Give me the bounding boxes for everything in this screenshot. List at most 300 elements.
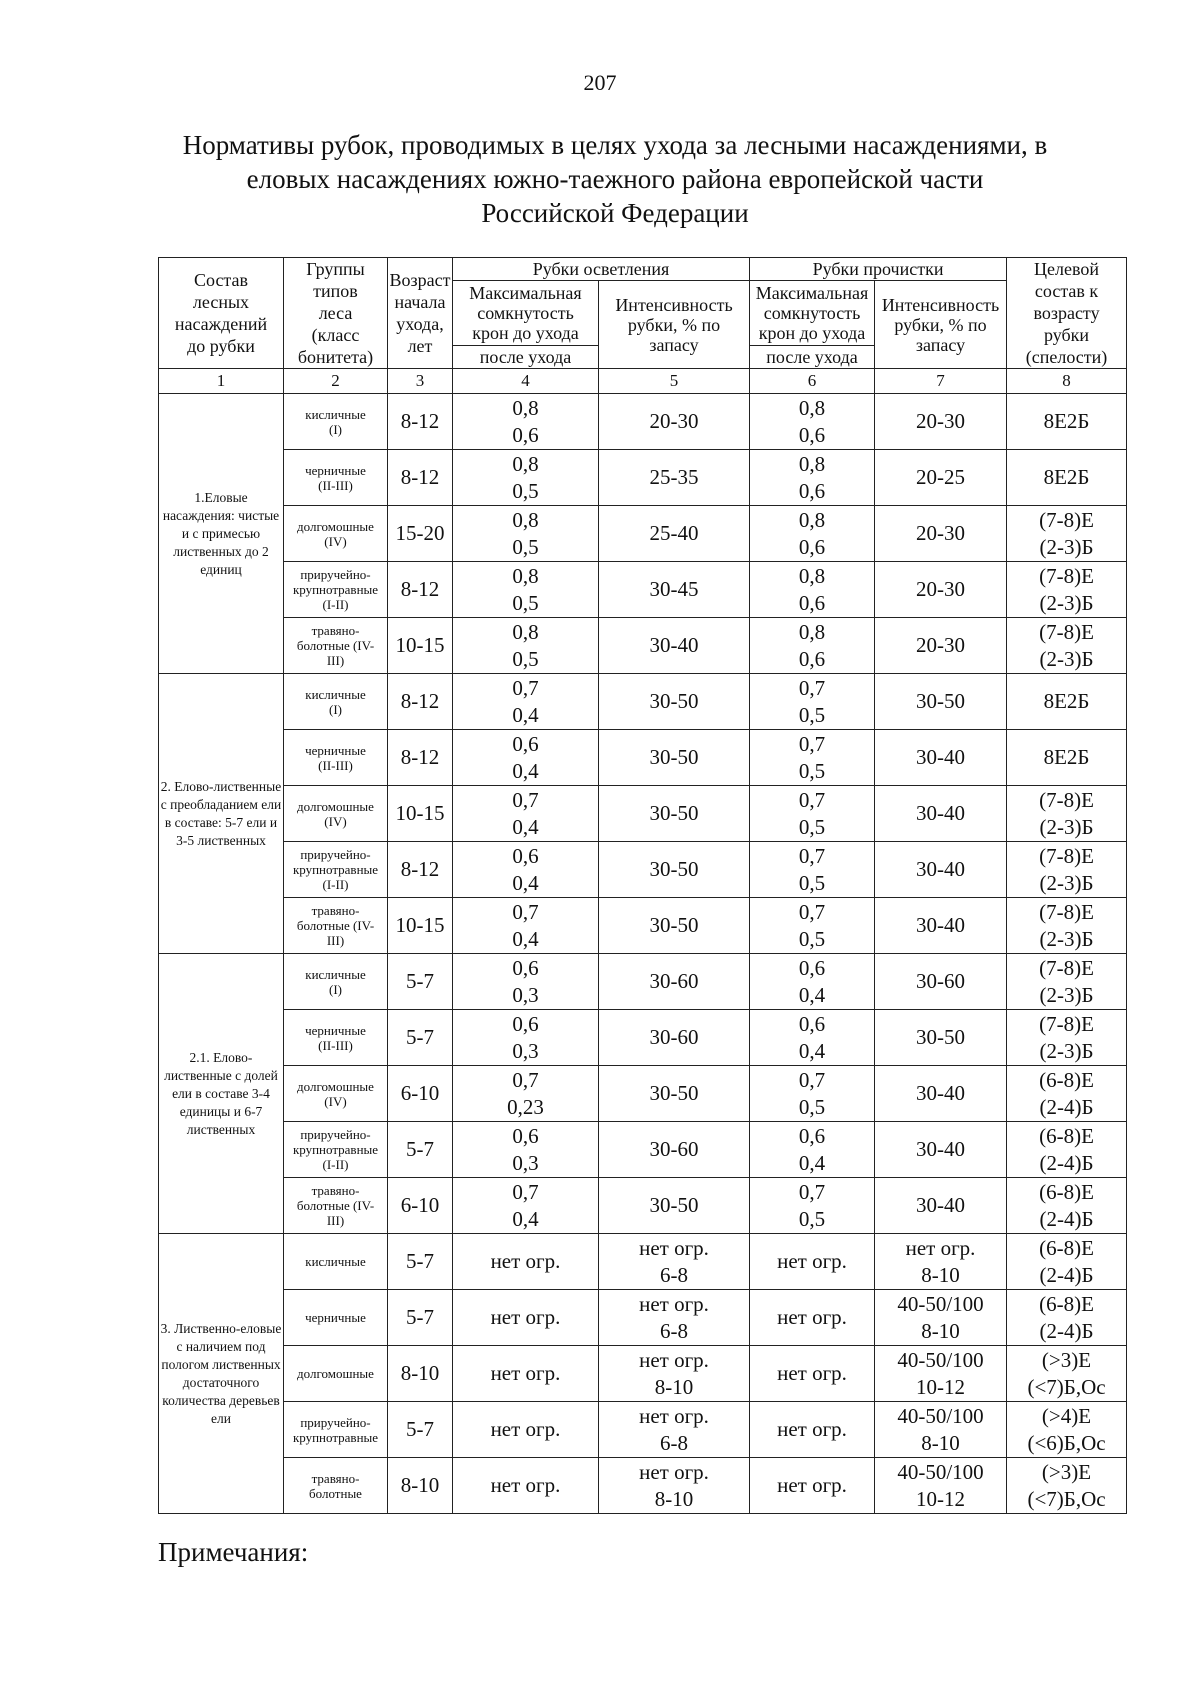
cell-line: 20-30 bbox=[916, 521, 966, 545]
cell-line: 6-8 bbox=[660, 1430, 688, 1455]
cell-line: (I-II) bbox=[322, 1157, 349, 1172]
cell-line: нет огр. bbox=[490, 1417, 561, 1441]
cell-line: 0,5 bbox=[798, 702, 826, 727]
cell-line: 10-12 bbox=[916, 1486, 966, 1511]
cell-line: (>3)Е bbox=[1041, 1459, 1092, 1484]
cell-line: 40-50/100 bbox=[897, 1291, 984, 1316]
value-cell-c6 bbox=[750, 1178, 875, 1234]
cell-line: 0,4 bbox=[512, 1206, 539, 1231]
title-line: еловых насаждениях южно-таежного района европейской части bbox=[246, 164, 984, 194]
header-after-care-cleaning: после ухода bbox=[750, 346, 875, 369]
cell-line: 0,7 bbox=[512, 675, 539, 700]
header-max-density: Максимальная сомкнутость крон до ухода bbox=[453, 281, 599, 346]
value-cell-c8 bbox=[1007, 394, 1127, 450]
table-row bbox=[159, 450, 1127, 506]
table-row bbox=[159, 618, 1127, 674]
forest-type-cell bbox=[284, 562, 388, 618]
cell-line: травяно- bbox=[311, 623, 360, 638]
cell-line: 0,6 bbox=[512, 731, 539, 756]
cell-line: 0,3 bbox=[512, 1038, 539, 1063]
age-cell: 8-12 bbox=[388, 674, 453, 730]
column-number: 6 bbox=[750, 369, 875, 394]
value-cell-c7 bbox=[875, 506, 1007, 562]
cell-line: (7-8)Е bbox=[1039, 899, 1094, 924]
cell-line: III) bbox=[326, 933, 345, 948]
age-cell: 5-7 bbox=[388, 954, 453, 1010]
cell-line: 0,7 bbox=[798, 675, 826, 700]
cell-line: (7-8)Е bbox=[1039, 787, 1094, 812]
value-cell-c6 bbox=[750, 1234, 875, 1290]
cell-line: 0,5 bbox=[798, 1206, 826, 1231]
cell-line: (II-III) bbox=[318, 757, 353, 773]
cell-line: крупнотравные bbox=[292, 862, 379, 877]
age-cell: 15-20 bbox=[388, 506, 453, 562]
table-row bbox=[159, 394, 1127, 450]
cell-line: 20-30 bbox=[916, 633, 966, 657]
value-cell-c6 bbox=[750, 1346, 875, 1402]
cell-line: 0,6 bbox=[798, 478, 826, 503]
table-row bbox=[159, 1178, 1127, 1234]
group-label: 2.1. Елово-лиственные с долей ели в составе 3-4 единицы и 6-7 лиственных bbox=[159, 954, 284, 1234]
age-cell: 5-7 bbox=[388, 1122, 453, 1178]
value-cell-c6 bbox=[750, 674, 875, 730]
value-cell-c5 bbox=[599, 674, 750, 730]
table-row bbox=[159, 842, 1127, 898]
cell-line: крупнотравные bbox=[292, 582, 379, 597]
cell-line: 0,3 bbox=[512, 1150, 539, 1175]
page-number: 207 bbox=[583, 70, 617, 95]
value-cell-c6 bbox=[750, 1010, 875, 1066]
title-line: Нормативы рубок, проводимых в целях ухода за лесными насаждениями, в bbox=[182, 130, 1048, 160]
cell-line: 30-50 bbox=[649, 1193, 699, 1217]
value-cell-c6 bbox=[750, 898, 875, 954]
cell-line: (>4)Е bbox=[1041, 1403, 1092, 1428]
age-cell: 5-7 bbox=[388, 1290, 453, 1346]
value-cell-c4 bbox=[453, 898, 599, 954]
table-row bbox=[159, 1122, 1127, 1178]
value-cell-c4 bbox=[453, 730, 599, 786]
cell-line: 20-30 bbox=[916, 409, 966, 433]
value-cell-c7 bbox=[875, 618, 1007, 674]
value-cell-c8 bbox=[1007, 954, 1127, 1010]
table-row bbox=[159, 1234, 1127, 1290]
cell-line: нет огр. bbox=[639, 1291, 709, 1316]
document-title bbox=[150, 128, 1080, 230]
cell-line: крупнотравные bbox=[292, 1142, 379, 1157]
cell-line: 0,4 bbox=[798, 1150, 826, 1175]
column-number: 7 bbox=[875, 369, 1007, 394]
value-cell-c5 bbox=[599, 1458, 750, 1514]
age-cell: 6-10 bbox=[388, 1178, 453, 1234]
value-cell-c6 bbox=[750, 394, 875, 450]
value-cell-c8 bbox=[1007, 1402, 1127, 1458]
group-label: 1.Еловые насаждения: чистые и с примесью лиственных до 2 единиц bbox=[159, 394, 284, 674]
value-cell-c7 bbox=[875, 1402, 1007, 1458]
cell-line: травяно- bbox=[311, 1470, 360, 1486]
cell-line: 0,7 bbox=[798, 843, 826, 868]
age-cell: 5-7 bbox=[388, 1010, 453, 1066]
norms-table bbox=[158, 257, 1127, 1514]
cell-line: III) bbox=[326, 1213, 345, 1228]
group-label: 3. Лиственно-еловые с наличием под пологом лиственных достаточного количества деревьев ели bbox=[159, 1234, 284, 1514]
cell-line: 30-40 bbox=[916, 857, 966, 881]
cell-line: (II-III) bbox=[318, 477, 353, 493]
value-cell-c8 bbox=[1007, 730, 1127, 786]
cell-line: 0,8 bbox=[798, 563, 826, 588]
cell-line: (I) bbox=[329, 421, 342, 437]
value-cell-c4 bbox=[453, 786, 599, 842]
cell-line: 30-50 bbox=[649, 745, 699, 769]
header-forest-types: Группы типов леса (класс бонитета) bbox=[284, 258, 388, 369]
header-target: Целевой состав к возрасту рубки (спелости) bbox=[1007, 258, 1127, 369]
header-cleaning: Рубки прочистки bbox=[750, 258, 1007, 281]
cell-line: 0,6 bbox=[798, 955, 826, 980]
cell-line: нет огр. bbox=[490, 1473, 561, 1497]
cell-line: (7-8)Е bbox=[1039, 619, 1094, 644]
cell-line: 6-8 bbox=[660, 1262, 688, 1287]
cell-line: (I-II) bbox=[322, 877, 349, 892]
forest-type-cell bbox=[284, 1346, 388, 1402]
cell-line: 0,4 bbox=[798, 982, 826, 1007]
forest-type-cell bbox=[284, 954, 388, 1010]
column-number: 2 bbox=[284, 369, 388, 394]
cell-line: (IV) bbox=[324, 813, 347, 829]
cell-line: долгомошные bbox=[297, 798, 374, 814]
value-cell-c6 bbox=[750, 1122, 875, 1178]
cell-line: нет огр. bbox=[777, 1473, 847, 1497]
cell-line: нет огр. bbox=[490, 1249, 561, 1273]
value-cell-c5 bbox=[599, 954, 750, 1010]
value-cell-c4 bbox=[453, 674, 599, 730]
forest-type-cell bbox=[284, 1290, 388, 1346]
cell-line: приручейно- bbox=[300, 847, 371, 862]
value-cell-c8 bbox=[1007, 1234, 1127, 1290]
cell-line: (2-4)Б bbox=[1039, 1150, 1094, 1175]
table-row bbox=[159, 898, 1127, 954]
value-cell-c4 bbox=[453, 1346, 599, 1402]
cell-line: 8Е2Б bbox=[1043, 409, 1090, 433]
cell-line: (2-3)Б bbox=[1039, 534, 1094, 559]
cell-line: кисличные bbox=[305, 406, 366, 422]
table-row bbox=[159, 1458, 1127, 1514]
cell-line: 0,5 bbox=[798, 926, 826, 951]
value-cell-c4 bbox=[453, 450, 599, 506]
value-cell-c4 bbox=[453, 562, 599, 618]
forest-type-cell bbox=[284, 730, 388, 786]
age-cell: 10-15 bbox=[388, 786, 453, 842]
value-cell-c8 bbox=[1007, 842, 1127, 898]
cell-line: 0,5 bbox=[512, 590, 539, 615]
cell-line: 40-50/100 bbox=[897, 1403, 984, 1428]
cell-line: (2-4)Б bbox=[1039, 1262, 1094, 1287]
value-cell-c6 bbox=[750, 506, 875, 562]
cell-line: 0,5 bbox=[798, 870, 826, 895]
cell-line: (II-III) bbox=[318, 1037, 353, 1053]
value-cell-c6 bbox=[750, 954, 875, 1010]
cell-line: нет огр. bbox=[490, 1305, 561, 1329]
value-cell-c6 bbox=[750, 842, 875, 898]
value-cell-c4 bbox=[453, 1234, 599, 1290]
value-cell-c8 bbox=[1007, 1010, 1127, 1066]
table-row bbox=[159, 1402, 1127, 1458]
group-label: 2. Елово-лиственные с преобладанием ели в составе: 5-7 ели и 3-5 лиственных bbox=[159, 674, 284, 954]
age-cell: 8-12 bbox=[388, 450, 453, 506]
cell-line: 0,8 bbox=[512, 507, 539, 532]
cell-line: 0,6 bbox=[798, 534, 826, 559]
value-cell-c4 bbox=[453, 1402, 599, 1458]
value-cell-c8 bbox=[1007, 562, 1127, 618]
cell-line: (<7)Б,Ос bbox=[1027, 1486, 1106, 1511]
cell-line: 0,6 bbox=[798, 646, 826, 671]
cell-line: (2-3)Б bbox=[1039, 590, 1094, 615]
forest-type-cell bbox=[284, 674, 388, 730]
value-cell-c5 bbox=[599, 842, 750, 898]
value-cell-c6 bbox=[750, 1402, 875, 1458]
age-cell: 6-10 bbox=[388, 1066, 453, 1122]
cell-line: 25-35 bbox=[649, 465, 699, 489]
cell-line: (2-3)Б bbox=[1039, 646, 1094, 671]
value-cell-c5 bbox=[599, 898, 750, 954]
cell-line: черничные bbox=[305, 462, 366, 478]
age-cell: 10-15 bbox=[388, 898, 453, 954]
cell-line: (<7)Б,Ос bbox=[1027, 1374, 1106, 1399]
cell-line: 0,8 bbox=[798, 395, 826, 420]
cell-line: 6-8 bbox=[660, 1318, 688, 1343]
value-cell-c4 bbox=[453, 954, 599, 1010]
cell-line: 0,8 bbox=[798, 451, 826, 476]
forest-type-cell bbox=[284, 1234, 388, 1290]
cell-line: 0,4 bbox=[512, 758, 539, 783]
value-cell-c8 bbox=[1007, 1290, 1127, 1346]
cell-line: 20-25 bbox=[916, 465, 966, 489]
cell-line: нет огр. bbox=[639, 1403, 709, 1428]
forest-type-cell bbox=[284, 898, 388, 954]
header-lightening: Рубки осветления bbox=[453, 258, 750, 281]
notes-label: Примечания: bbox=[158, 1537, 309, 1567]
cell-line: нет огр. bbox=[905, 1235, 976, 1260]
value-cell-c7 bbox=[875, 394, 1007, 450]
cell-line: нет огр. bbox=[777, 1361, 847, 1385]
value-cell-c7 bbox=[875, 562, 1007, 618]
value-cell-c5 bbox=[599, 730, 750, 786]
cell-line: 30-60 bbox=[649, 1025, 699, 1049]
cell-line: 30-50 bbox=[916, 689, 966, 713]
column-number: 4 bbox=[453, 369, 599, 394]
table-row bbox=[159, 1290, 1127, 1346]
value-cell-c8 bbox=[1007, 1346, 1127, 1402]
cell-line: (I) bbox=[329, 701, 342, 717]
value-cell-c4 bbox=[453, 1010, 599, 1066]
forest-type-cell bbox=[284, 618, 388, 674]
table-row bbox=[159, 562, 1127, 618]
cell-line: 0,8 bbox=[512, 395, 539, 420]
value-cell-c5 bbox=[599, 786, 750, 842]
value-cell-c8 bbox=[1007, 1066, 1127, 1122]
cell-line: приручейно- bbox=[300, 1414, 371, 1430]
age-cell: 5-7 bbox=[388, 1402, 453, 1458]
value-cell-c5 bbox=[599, 394, 750, 450]
cell-line: 30-40 bbox=[916, 1081, 966, 1105]
table-row bbox=[159, 786, 1127, 842]
cell-line: нет огр. bbox=[639, 1459, 709, 1484]
value-cell-c4 bbox=[453, 1066, 599, 1122]
cell-line: 10-12 bbox=[916, 1374, 966, 1399]
cell-line: 0,5 bbox=[798, 1094, 826, 1119]
value-cell-c5 bbox=[599, 1346, 750, 1402]
value-cell-c7 bbox=[875, 898, 1007, 954]
cell-line: 30-60 bbox=[649, 969, 699, 993]
cell-line: кисличные bbox=[305, 966, 366, 982]
value-cell-c5 bbox=[599, 618, 750, 674]
value-cell-c7 bbox=[875, 842, 1007, 898]
cell-line: (7-8)Е bbox=[1039, 563, 1094, 588]
cell-line: 0,5 bbox=[512, 646, 539, 671]
cell-line: 30-50 bbox=[649, 1081, 699, 1105]
cell-line: 0,7 bbox=[512, 1067, 539, 1092]
cell-line: 0,6 bbox=[512, 1123, 539, 1148]
cell-line: III) bbox=[326, 653, 345, 668]
value-cell-c5 bbox=[599, 506, 750, 562]
cell-line: 30-40 bbox=[916, 745, 966, 769]
cell-line: приручейно- bbox=[300, 567, 371, 582]
cell-line: (>3)Е bbox=[1041, 1347, 1092, 1372]
cell-line: нет огр. bbox=[777, 1305, 847, 1329]
header-intensity: Интенсивность рубки, % по запасу bbox=[599, 281, 750, 369]
value-cell-c4 bbox=[453, 618, 599, 674]
cell-line: 0,4 bbox=[512, 926, 539, 951]
value-cell-c7 bbox=[875, 1178, 1007, 1234]
cell-line: 0,7 bbox=[798, 899, 826, 924]
header-age: Возраст начала ухода, лет bbox=[388, 258, 453, 369]
value-cell-c8 bbox=[1007, 1458, 1127, 1514]
value-cell-c6 bbox=[750, 618, 875, 674]
value-cell-c7 bbox=[875, 1346, 1007, 1402]
cell-line: травяно- bbox=[311, 903, 360, 918]
value-cell-c8 bbox=[1007, 674, 1127, 730]
cell-line: 0,7 bbox=[798, 731, 826, 756]
cell-line: кисличные bbox=[305, 686, 366, 702]
value-cell-c8 bbox=[1007, 506, 1127, 562]
value-cell-c4 bbox=[453, 1122, 599, 1178]
cell-line: нет огр. bbox=[639, 1347, 709, 1372]
value-cell-c7 bbox=[875, 1234, 1007, 1290]
cell-line: 0,5 bbox=[512, 478, 539, 503]
cell-line: (2-4)Б bbox=[1039, 1318, 1094, 1343]
cell-line: черничные bbox=[305, 742, 366, 758]
cell-line: 30-40 bbox=[916, 801, 966, 825]
cell-line: нет огр. bbox=[777, 1417, 847, 1441]
cell-line: (2-3)Б bbox=[1039, 982, 1094, 1007]
value-cell-c7 bbox=[875, 1010, 1007, 1066]
value-cell-c7 bbox=[875, 1290, 1007, 1346]
cell-line: болотные (IV- bbox=[296, 918, 375, 933]
cell-line: (<6)Б,Ос bbox=[1027, 1430, 1106, 1455]
column-number: 3 bbox=[388, 369, 453, 394]
value-cell-c7 bbox=[875, 1122, 1007, 1178]
cell-line: нет огр. bbox=[777, 1249, 847, 1273]
value-cell-c5 bbox=[599, 1122, 750, 1178]
cell-line: 25-40 bbox=[649, 521, 699, 545]
forest-type-cell bbox=[284, 1122, 388, 1178]
cell-line: 0,7 bbox=[512, 899, 539, 924]
cell-line: черничные bbox=[305, 1310, 366, 1325]
cell-line: (7-8)Е bbox=[1039, 507, 1094, 532]
value-cell-c7 bbox=[875, 1066, 1007, 1122]
table-row bbox=[159, 954, 1127, 1010]
cell-line: (2-3)Б bbox=[1039, 814, 1094, 839]
header-after-care: после ухода bbox=[453, 346, 599, 369]
cell-line: 30-40 bbox=[916, 913, 966, 937]
cell-line: 0,5 bbox=[798, 758, 826, 783]
table-row bbox=[159, 674, 1127, 730]
value-cell-c6 bbox=[750, 786, 875, 842]
forest-type-cell bbox=[284, 1010, 388, 1066]
value-cell-c7 bbox=[875, 954, 1007, 1010]
cell-line: 8Е2Б bbox=[1043, 745, 1090, 769]
cell-line: 40-50/100 bbox=[897, 1347, 984, 1372]
cell-line: 8Е2Б bbox=[1043, 689, 1090, 713]
value-cell-c6 bbox=[750, 450, 875, 506]
cell-line: 0,6 bbox=[512, 843, 539, 868]
forest-type-cell bbox=[284, 450, 388, 506]
cell-line: (2-3)Б bbox=[1039, 926, 1094, 951]
value-cell-c8 bbox=[1007, 1178, 1127, 1234]
cell-line: (6-8)Е bbox=[1039, 1235, 1094, 1260]
value-cell-c6 bbox=[750, 1290, 875, 1346]
cell-line: 0,6 bbox=[512, 1011, 539, 1036]
cell-line: 0,6 bbox=[798, 422, 826, 447]
cell-line: (I-II) bbox=[322, 597, 349, 612]
cell-line: 30-60 bbox=[916, 969, 966, 993]
value-cell-c5 bbox=[599, 562, 750, 618]
value-cell-c4 bbox=[453, 1178, 599, 1234]
cell-line: 0,7 bbox=[798, 1179, 826, 1204]
cell-line: 0,4 bbox=[512, 814, 539, 839]
age-cell: 8-12 bbox=[388, 730, 453, 786]
forest-type-cell bbox=[284, 1458, 388, 1514]
cell-line: 0,7 bbox=[798, 1067, 826, 1092]
cell-line: 8-10 bbox=[654, 1374, 694, 1399]
cell-line: 30-50 bbox=[649, 801, 699, 825]
cell-line: 0,8 bbox=[512, 563, 539, 588]
table-row bbox=[159, 1346, 1127, 1402]
value-cell-c7 bbox=[875, 730, 1007, 786]
column-number: 1 bbox=[159, 369, 284, 394]
value-cell-c8 bbox=[1007, 450, 1127, 506]
forest-type-cell bbox=[284, 1178, 388, 1234]
age-cell: 10-15 bbox=[388, 618, 453, 674]
cell-line: 0,8 bbox=[512, 619, 539, 644]
value-cell-c6 bbox=[750, 1066, 875, 1122]
cell-line: болотные (IV- bbox=[296, 638, 375, 653]
cell-line: 8-10 bbox=[921, 1318, 960, 1343]
value-cell-c7 bbox=[875, 674, 1007, 730]
forest-type-cell bbox=[284, 506, 388, 562]
value-cell-c5 bbox=[599, 1234, 750, 1290]
cell-line: болотные (IV- bbox=[296, 1198, 375, 1213]
cell-line: 0,6 bbox=[798, 1123, 826, 1148]
cell-line: (6-8)Е bbox=[1039, 1067, 1094, 1092]
cell-line: 0,5 bbox=[798, 814, 826, 839]
cell-line: 0,4 bbox=[798, 1038, 826, 1063]
cell-line: долгомошные bbox=[297, 518, 374, 534]
cell-line: 0,23 bbox=[507, 1094, 544, 1119]
cell-line: 0,7 bbox=[512, 787, 539, 812]
cell-line: 30-50 bbox=[649, 689, 699, 713]
cell-line: 30-40 bbox=[916, 1137, 966, 1161]
cell-line: (6-8)Е bbox=[1039, 1123, 1094, 1148]
cell-line: 8-10 bbox=[921, 1262, 960, 1287]
